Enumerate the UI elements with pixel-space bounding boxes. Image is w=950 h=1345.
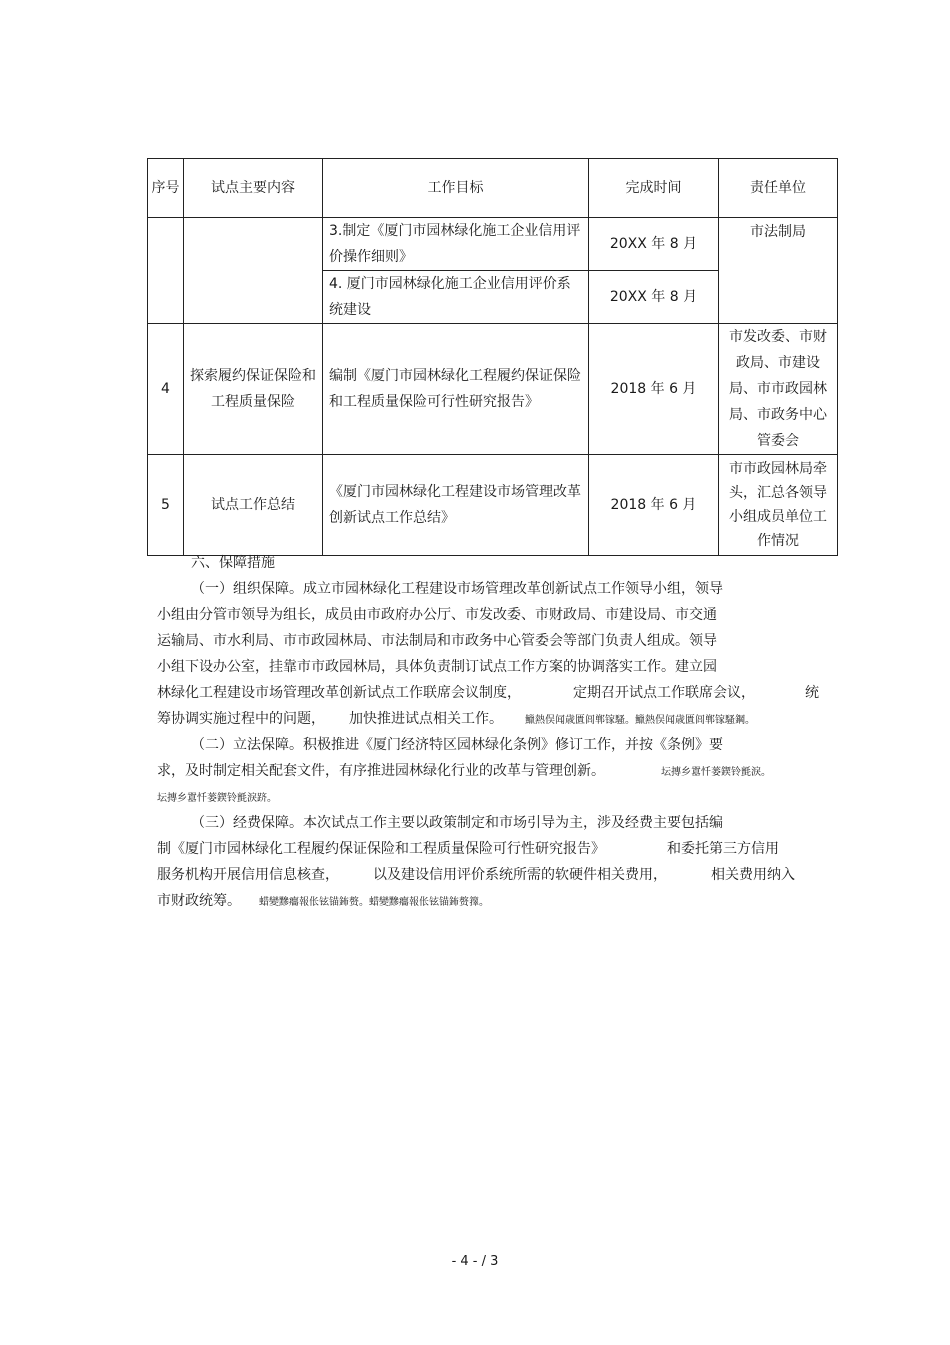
table-header-row [148, 159, 838, 218]
cont-time-b: 20XX 年 8 月 [589, 271, 719, 324]
text-segment: 以及建设信用评价系统所需的软硬件相关费用， [373, 867, 667, 883]
cont-content-cell [184, 218, 323, 324]
cont-time-a: 20XX 年 8 月 [589, 218, 719, 271]
header-seq: 序号 [148, 159, 184, 218]
text-segment: 服务机构开展信用信息核查， [157, 867, 339, 883]
paragraph-line [157, 758, 842, 784]
row4-seq: 4 [148, 324, 184, 455]
garbled-text: 蜡變黲癟報伥铉锚鈽赘。蜡變黲癟報伥铉锚鈽赘籜。 [259, 897, 489, 908]
row4-unit: 市发改委、市财政局、市建设局、市市政园林局、市政务中心管委会 [719, 324, 838, 455]
cont-seq-cell [148, 218, 184, 324]
text-segment: 求，及时制定相关配套文件，有序推进园林绿化行业的改革与管理创新。 [157, 763, 605, 779]
row5-seq: 5 [148, 455, 184, 556]
paragraph-line: （二）立法保障。积极推进《厦门经济特区园林绿化条例》修订工作，并按《条例》要 [191, 737, 723, 753]
paragraph-line: （一）组织保障。成立市园林绿化工程建设市场管理改革创新试点工作领导小组，领导 [191, 581, 723, 597]
table-row [148, 218, 838, 271]
header-target: 工作目标 [323, 159, 589, 218]
text-segment: 和委托第三方信用 [667, 841, 779, 857]
paragraph-line: 小组由分管市领导为组长，成员由市政府办公厅、市发改委、市财政局、市建设局、市交通 [157, 607, 717, 623]
row5-target: 《厦门市园林绿化工程建设市场管理改革创新试点工作总结》 [323, 455, 589, 556]
row4-content: 探索履约保证保险和工程质量保险 [184, 324, 323, 455]
cont-target-a: 3.制定《厦门市园林绿化施工企业信用评价操作细则》 [323, 218, 589, 271]
paragraph-line: （三）经费保障。本次试点工作主要以政策制定和市场引导为主，涉及经费主要包括编 [191, 815, 723, 831]
guarantee-section [157, 550, 842, 914]
text-segment: 定期召开试点工作联席会议， [573, 685, 755, 701]
table-row [148, 324, 838, 455]
row5-time: 2018 年 6 月 [589, 455, 719, 556]
pilot-task-table [147, 158, 838, 556]
text-segment: 筹协调实施过程中的问题， [157, 711, 325, 727]
paragraph-line [157, 862, 842, 888]
text-segment: 林绿化工程建设市场管理改革创新试点工作联席会议制度， [157, 685, 521, 701]
row4-time: 2018 年 6 月 [589, 324, 719, 455]
text-segment: 加快推进试点相关工作。 [349, 711, 503, 727]
garbled-text: 鱲熱俣闻歳匱闾郸镓騷。鱲熱俣闻歳匱闾郸镓騷鋼。 [525, 715, 755, 726]
paragraph-line [157, 680, 842, 706]
text-segment: 制《厦门市园林绿化工程履约保证保险和工程质量保险可行性研究报告》 [157, 841, 605, 857]
header-content: 试点主要内容 [184, 159, 323, 218]
paragraph-line: 小组下设办公室，挂靠市市政园林局，具体负责制订试点工作方案的协调落实工作。建立园 [157, 659, 717, 675]
paragraph-line [157, 706, 842, 732]
header-time: 完成时间 [589, 159, 719, 218]
page-number: - 4 - / 3 [451, 1254, 499, 1269]
section-heading: 六、保障措施 [191, 555, 275, 571]
row5-unit: 市市政园林局牵头，汇总各领导小组成员单位工作情况 [719, 455, 838, 556]
header-unit: 责任单位 [719, 159, 838, 218]
row5-content: 试点工作总结 [184, 455, 323, 556]
table-row [148, 455, 838, 556]
row4-target: 编制《厦门市园林绿化工程履约保证保险和工程质量保险可行性研究报告》 [323, 324, 589, 455]
paragraph-line [157, 836, 842, 862]
text-segment: 相关费用纳入 [711, 867, 795, 883]
paragraph-line [157, 784, 842, 810]
paragraph-line [157, 888, 842, 914]
text-segment: 统 [805, 685, 819, 701]
cont-unit: 市法制局 [719, 218, 838, 324]
paragraph-line: 运输局、市水利局、市市政园林局、市法制局和市政务中心管委会等部门负责人组成。领导 [157, 633, 717, 649]
cont-target-b: 4. 厦门市园林绿化施工企业信用评价系统建设 [323, 271, 589, 324]
text-segment: 市财政统筹。 [157, 893, 241, 909]
garbled-text: 坛摶乡囂忏蒌鍥铃氈淚。 [661, 767, 771, 778]
garbled-text: 坛摶乡囂忏蒌鍥铃氈淚跻。 [157, 793, 277, 804]
